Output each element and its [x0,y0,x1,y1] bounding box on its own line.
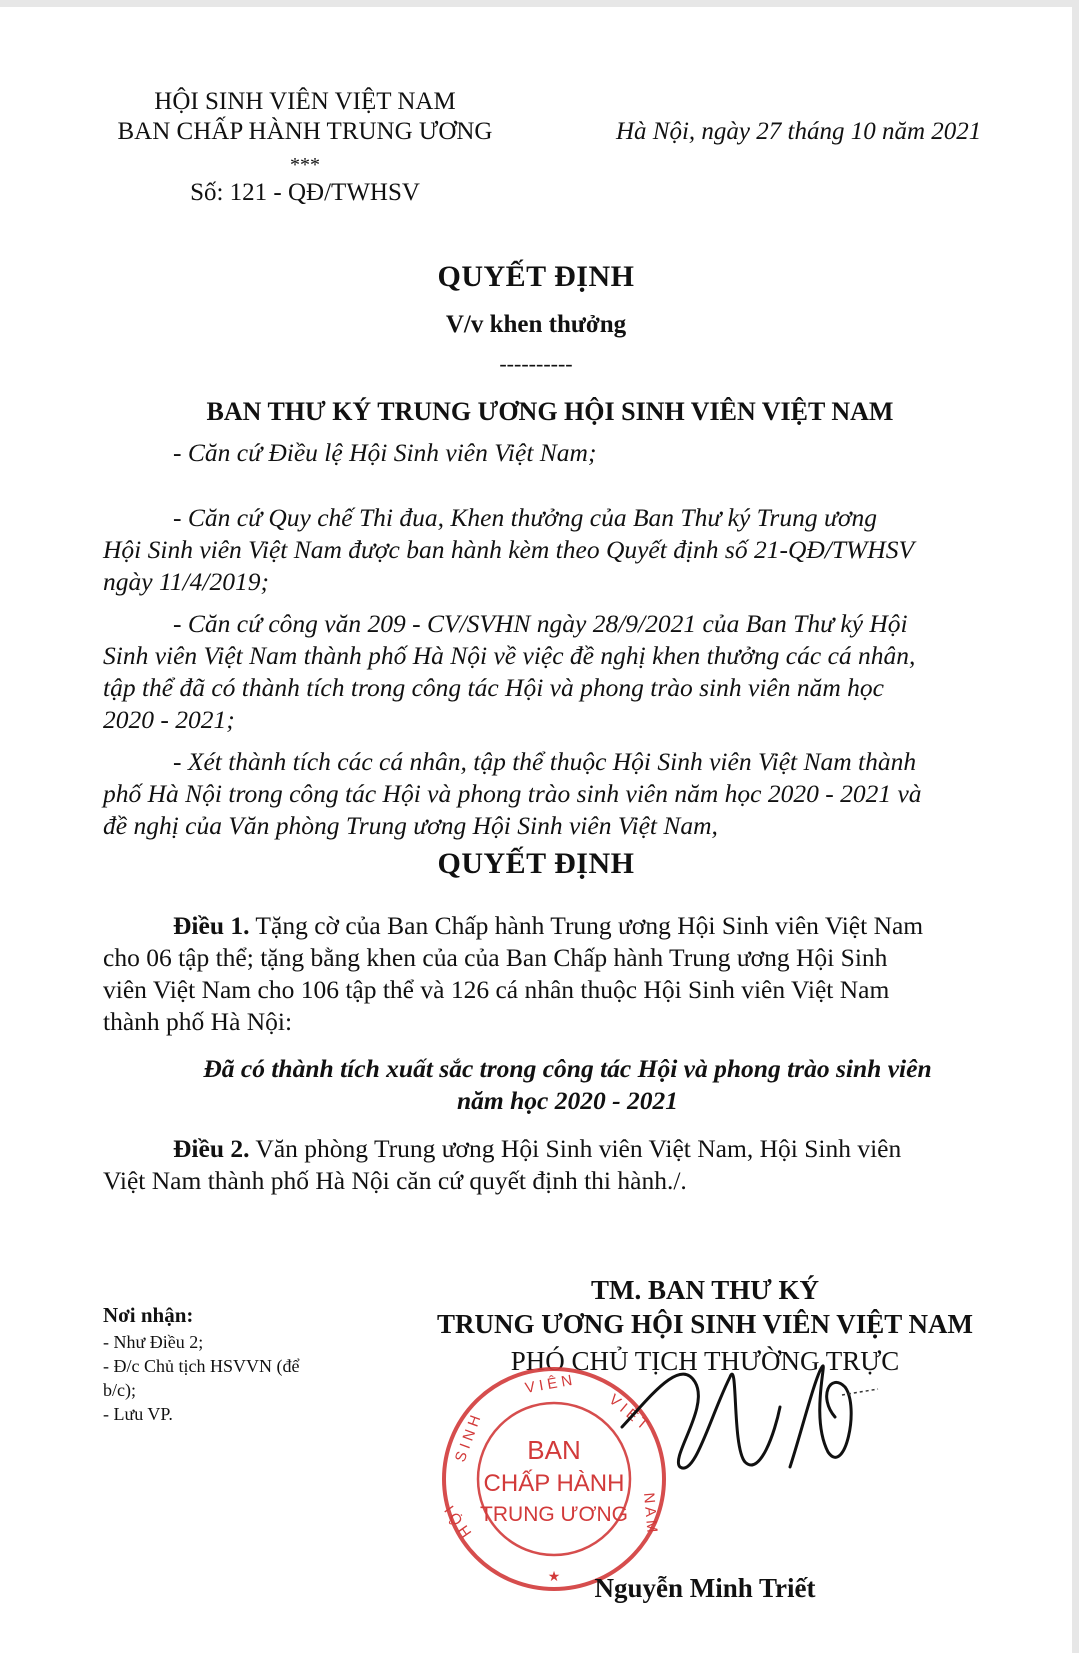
decision-title: QUYẾT ĐỊNH [437,847,635,880]
ground-1 [103,437,994,469]
stamp-text-3: TRUNG ƯƠNG [480,1503,628,1526]
handwritten-signature [560,1337,900,1497]
recipient-item: b/c); [103,1380,136,1400]
ground-3-line: - Căn cứ công văn 209 - CV/SVHN ngày 28/9/2021 của Ban Thư ký Hội [173,609,908,638]
article-1-line: thành phố Hà Nội: [103,1007,293,1036]
article-2-text: Văn phòng Trung ương Hội Sinh viên Việt Nam, Hội Sinh viên [255,1134,902,1163]
ground-2 [103,502,994,598]
ground-3-line: 2020 - 2021; [103,705,235,734]
ground-1-line: - Căn cứ Điều lệ Hội Sinh viên Việt Nam; [173,438,597,467]
article-2-label: Điều 2. [173,1134,250,1163]
achievement-line: năm học 2020 - 2021 [456,1086,678,1115]
article-2 [103,1133,994,1197]
signature-line-2: TRUNG ƯƠNG HỘI SINH VIÊN VIỆT NAM [436,1309,974,1339]
recipient-item: - Lưu VP. [103,1404,173,1424]
recipient-item: - Đ/c Chủ tịch HSVVN (để [103,1356,300,1376]
ground-3-line: Sinh viên Việt Nam thành phố Hà Nội về việc đề nghị khen thưởng các cá nhân, [103,641,916,670]
recipient-item: - Như Điều 2; [103,1332,204,1352]
article-1 [103,910,994,1038]
ground-4-line: đề nghị của Văn phòng Trung ương Hội Sinh viên Việt Nam, [103,811,718,840]
svg-text:V I Ê N: V I Ê N [523,1371,574,1397]
document-subject: V/v khen thưởng [445,311,627,338]
svg-text:V I Ệ T: V I Ệ T [605,1391,652,1434]
org-stars: *** [290,154,320,176]
stamp-text-2: CHẤP HÀNH [483,1470,625,1497]
article-2-line: Việt Nam thành phố Hà Nội căn cứ quyết định thi hành./. [103,1166,687,1195]
ground-3 [103,608,994,736]
article-1-line: cho 06 tập thể; tặng bằng khen của của Ban Chấp hành Trung ương Hội Sinh [103,943,888,972]
ground-4-line: - Xét thành tích các cá nhân, tập thể thuộc Hội Sinh viên Việt Nam thành [173,747,917,776]
ground-3-line: tập thể đã có thành tích trong công tác Hội và phong trào sinh viên năm học [103,673,884,702]
org-committee: BAN CHẤP HÀNH TRUNG ƯƠNG [117,118,493,145]
document-page [0,7,1072,1653]
recipients-heading: Nơi nhận: [103,1303,194,1327]
article-1-line: viên Việt Nam cho 106 tập thể và 126 cá nhân thuộc Hội Sinh viên Việt Nam [103,975,890,1004]
place-date: Hà Nội, ngày 27 tháng 10 năm 2021 [616,118,982,145]
svg-text:S I N H: S I N H [451,1413,485,1465]
ground-2-line: Hội Sinh viên Việt Nam được ban hành kèm theo Quyết định số 21-QĐ/TWHSV [103,535,915,564]
svg-text:N A M: N A M [640,1491,661,1534]
document-number: Số: 121 - QĐ/TWHSV [190,179,420,206]
ground-2-line: - Căn cứ Quy chế Thi đua, Khen thưởng của Ban Thư ký Trung ương [173,503,878,532]
title-divider: ---------- [499,351,573,376]
signature-line-1: TM. BAN THƯ KÝ [590,1275,819,1305]
article-1-label: Điều 1. [173,911,250,940]
document-title: QUYẾT ĐỊNH [437,260,635,293]
ground-2-line: ngày 11/4/2019; [103,567,269,596]
org-name: HỘI SINH VIÊN VIỆT NAM [154,88,456,115]
ground-4-line: phố Hà Nội trong công tác Hội và phong trào sinh viên năm học 2020 - 2021 và [103,779,922,808]
article-1-text: Tặng cờ của Ban Chấp hành Trung ương Hội Sinh viên Việt Nam [255,911,924,940]
achievement-line: Đã có thành tích xuất sắc trong công tác Hội và phong trào sinh viên [203,1054,932,1083]
svg-text:H Ộ I: H Ộ I [441,1502,476,1541]
ground-4 [103,746,994,842]
signature-line-3: PHÓ CHỦ TỊCH THƯỜNG TRỰC [510,1346,900,1376]
issuer-heading: BAN THƯ KÝ TRUNG ƯƠNG HỘI SINH VIÊN VIỆT NAM [206,397,894,426]
signer-name: Nguyễn Minh Triết [594,1573,816,1603]
star-icon: ★ [547,1570,561,1585]
stamp-text-1: BAN [527,1435,581,1465]
